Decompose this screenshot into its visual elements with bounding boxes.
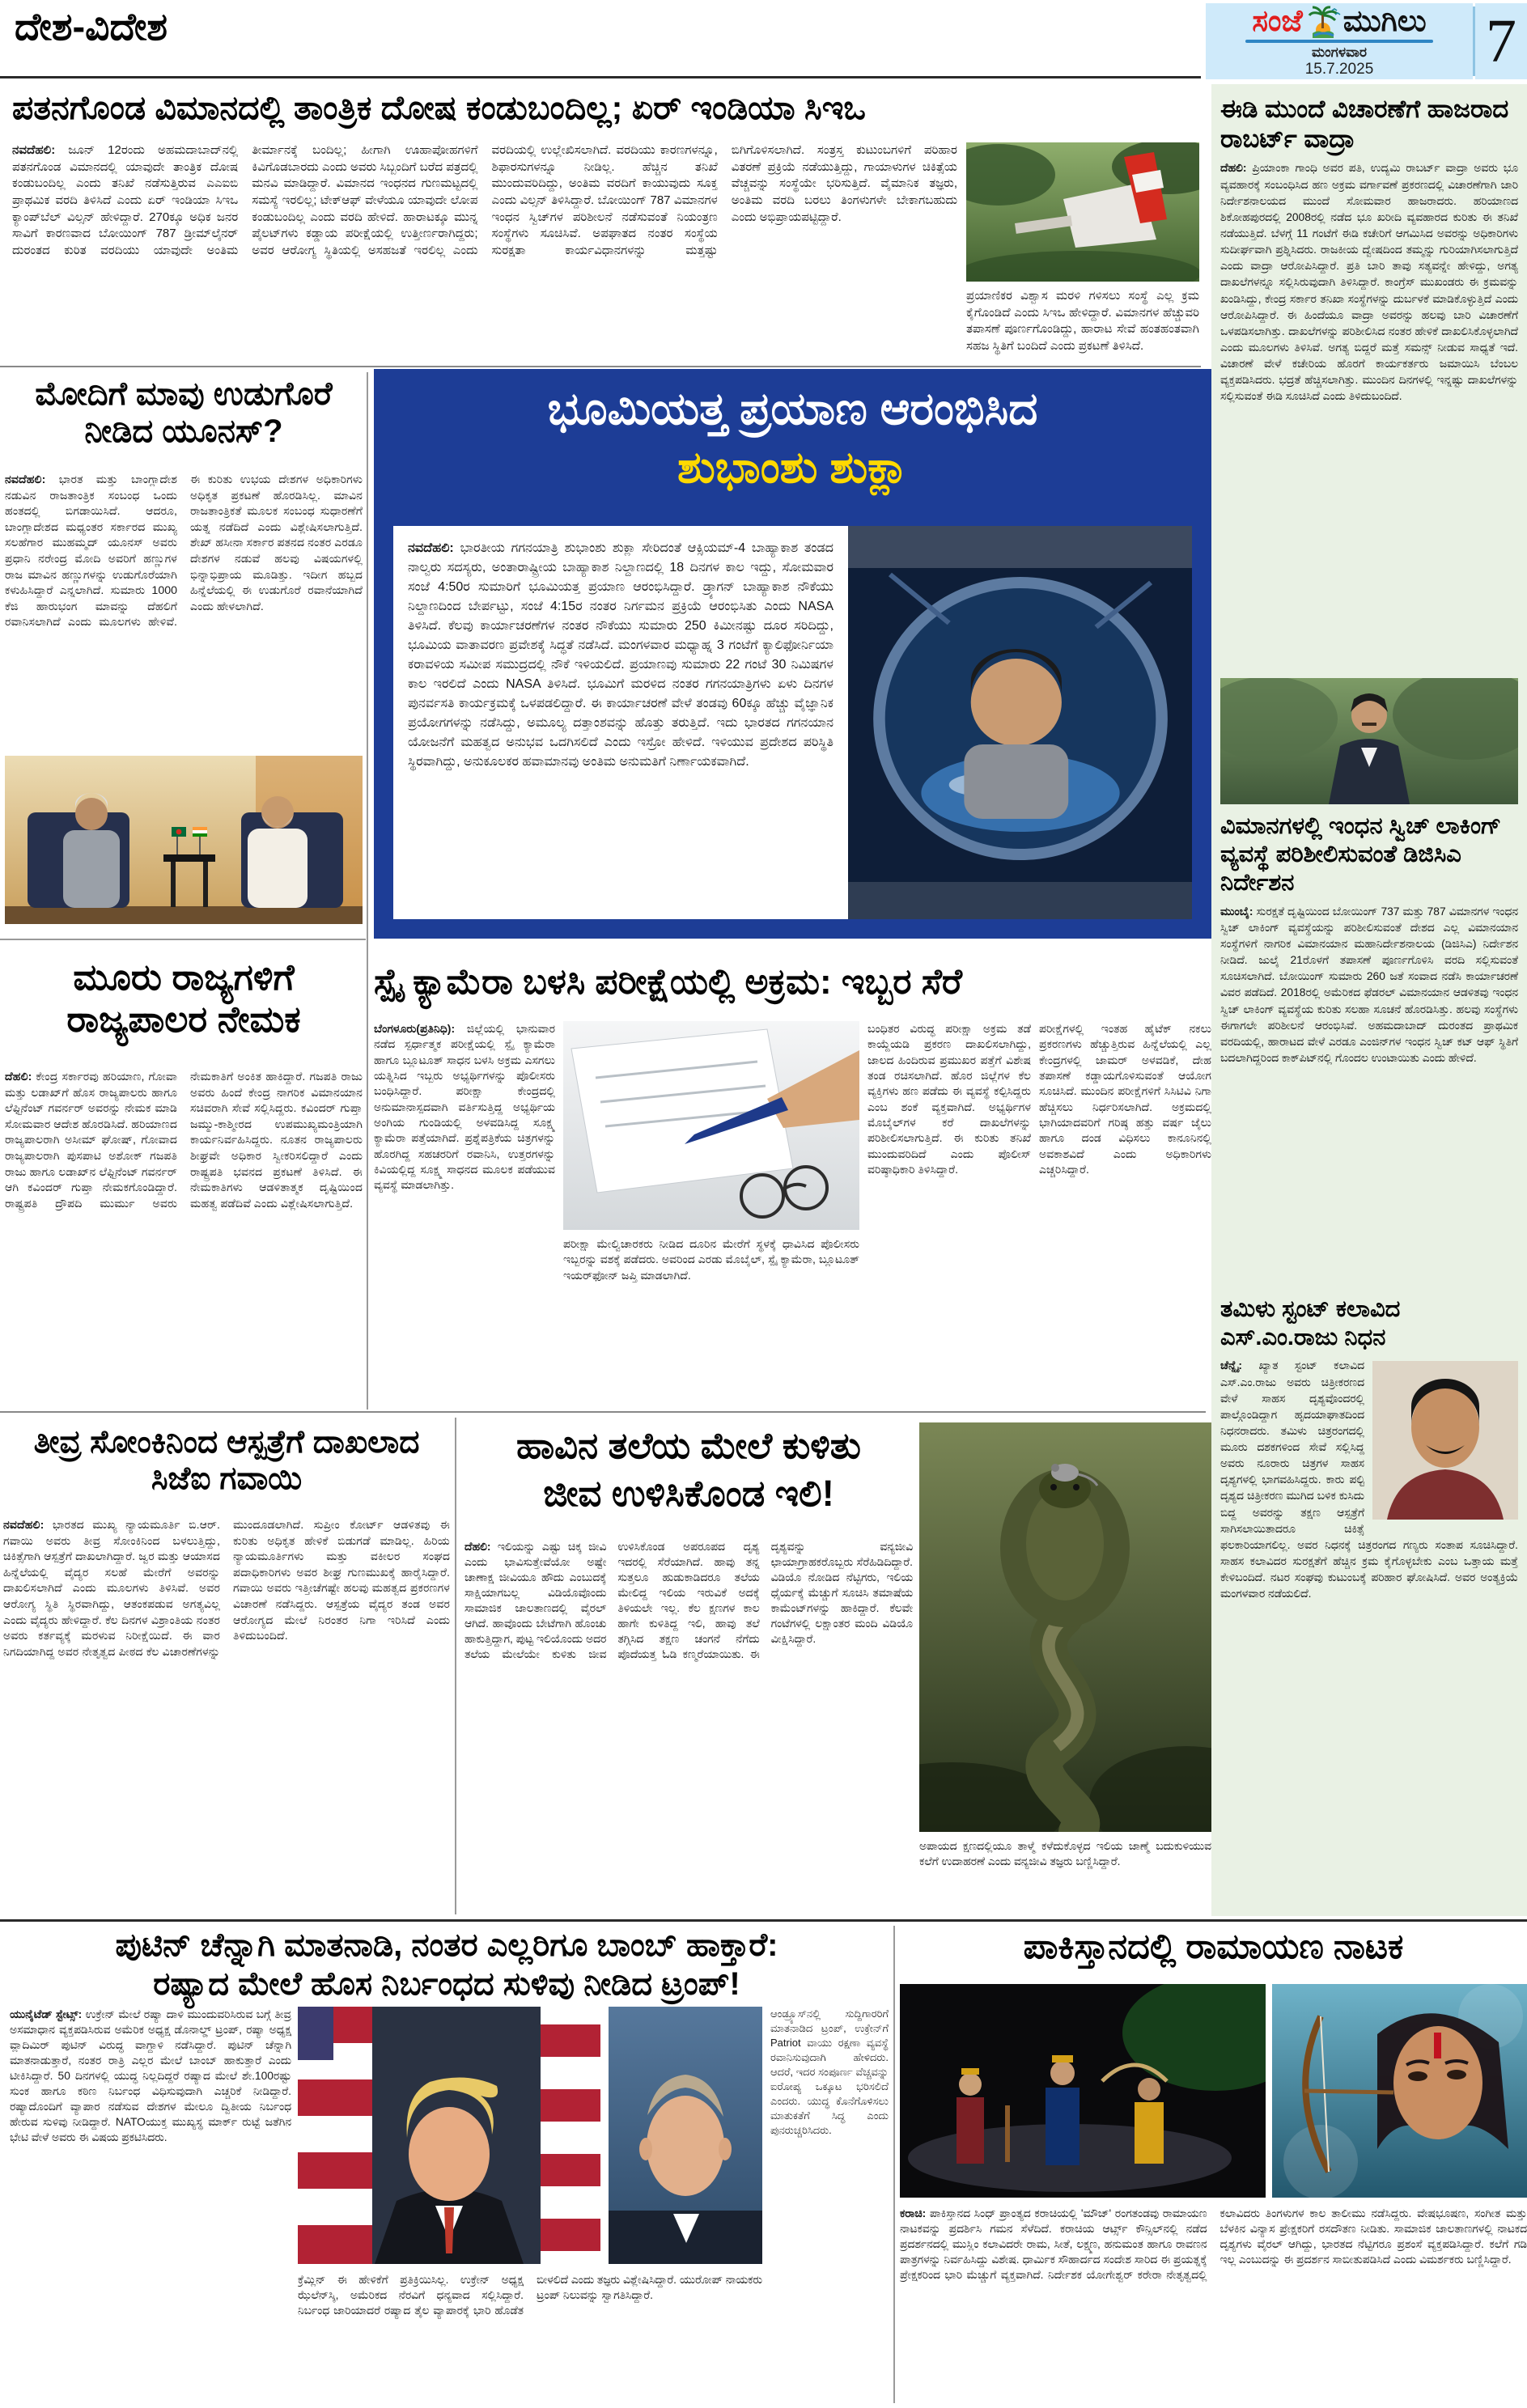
masthead-underline — [1245, 40, 1433, 43]
exam-writing-photo — [563, 1021, 859, 1230]
article-vadra-headline: ಈಡಿ ಮುಂದೆ ವಿಚಾರಣೆಗೆ ಹಾಜರಾದ ರಾಬರ್ಟ್ ವಾದ್ರಾ — [1220, 95, 1509, 154]
column-divider — [367, 372, 368, 1410]
article-vadra-body: ದೆಹಲಿ: ಪ್ರಿಯಾಂಕಾ ಗಾಂಧಿ ಅವರ ಪತಿ, ಉದ್ಯಮಿ ರಾಬರ್ಟ್ ವಾದ್ರಾ ಅವರು ಭೂ ವ್ಯವಹಾರಕ್ಕೆ ಸಂಬಂಧಿಸಿದ ಹಣ ಅಕ್ರಮ ವರ್ಗಾವಣೆ ಪ್ರಕರಣದಲ್ಲಿ ವಿಚಾರಣೆಗಾಗಿ ಜಾರಿ ನಿರ್ದೇಶನಾಲಯದ ಮುಂದೆ ಸೋಮವಾರ ಹಾಜರಾದರು. ಹರಿಯಾಣದ ಶಿಕೋಹಪುರದಲ್ಲಿ 2008ರಲ್ಲಿ ನಡೆದ ಭೂ ಖರೀದಿ ವ್ಯವಹಾರದ ಕುರಿತು ಈ ತನಿಖೆ ನಡೆಯುತ್ತಿದೆ. ಬೆಳಗ್ಗೆ 11 ಗಂಟೆಗೆ ಈಡಿ ಕಚೇರಿಗೆ ಆಗಮಿಸಿದ ಅವರನ್ನು ಅಧಿಕಾರಿಗಳು ಸುದೀರ್ಘವಾಗಿ ಪ್ರಶ್ನಿಸಿದರು. ರಾಜಕೀಯ ದ್ವೇಷದಿಂದ ತಮ್ಮನ್ನು ಗುರಿಯಾಗಿಸಲಾಗುತ್ತಿದೆ ಎಂದು ವಾದ್ರಾ ಆರೋಪಿಸಿದ್ದಾರೆ. ಪ್ರತಿ ಬಾರಿ ತಾವು ಸತ್ಯವನ್ನೇ ಹೇಳಿದ್ದು, ಅಗತ್ಯ ದಾಖಲೆಗಳನ್ನೂ ಸಲ್ಲಿಸಿರುವುದಾಗಿ ತಿಳಿಸಿದ್ದಾರೆ. ಕಾಂಗ್ರೆಸ್ ಮುಖಂಡರು ಈ ಕ್ರಮವನ್ನು ಖಂಡಿಸಿದ್ದು, ಕೇಂದ್ರ ಸರ್ಕಾರ ತನಿಖಾ ಸಂಸ್ಥೆಗಳನ್ನು ದುರ್ಬಳಕೆ ಮಾಡಿಕೊಳ್ಳುತ್ತಿದೆ ಎಂದು ಆರೋಪಿಸಿದ್ದಾರೆ. ಈ ಹಿಂದೆಯೂ ವಾದ್ರಾ ಅವರನ್ನು ಹಲವು ಬಾರಿ ವಿಚಾರಣೆಗೆ ಒಳಪಡಿಸಲಾಗಿತ್ತು. ದಾಖಲೆಗಳನ್ನು ಪರಿಶೀಲಿಸಿದ ನಂತರ ಹೇಳಿಕೆ ದಾಖಲಿಸಿಕೊಳ್ಳಲಾಗಿದೆ ಎಂದು ಮೂಲಗಳು ತಿಳಿಸಿವೆ. ಅಗತ್ಯ ಬಿದ್ದರೆ ಮತ್ತೆ ಸಮನ್ಸ್ ನೀಡುವ ಸಾಧ್ಯತೆ ಇದೆ. ವಿಚಾರಣೆ ವೇಳೆ ಕಚೇರಿಯ ಹೊರಗೆ ಕಾರ್ಯಕರ್ತರು ಜಮಾಯಿಸಿ ಬೆಂಬಲ ವ್ಯಕ್ತಪಡಿಸಿದರು. ಭದ್ರತೆ ಹೆಚ್ಚಿಸಲಾಗಿತ್ತು. ಮುಂದಿನ ದಿನಗಳಲ್ಲಿ ಇನ್ನಷ್ಟು ದಾಖಲೆಗಳನ್ನು ಸಲ್ಲಿಸುವಂತೆ ಈಡಿ ಸೂಚಿಸಿದೆ ಎಂದು ತಿಳಿದುಬಂದಿದೆ. — [1220, 162, 1518, 403]
section-title: ದೇಶ-ವಿದೇಶ — [15, 5, 168, 48]
column-divider — [455, 1418, 456, 1914]
article-dgca-body: ಮುಂಬೈ: ಸುರಕ್ಷತೆ ದೃಷ್ಟಿಯಿಂದ ಬೋಯಿಂಗ್ 737 ಮತ್ತು 787 ವಿಮಾನಗಳ ಇಂಧನ ಸ್ವಿಚ್ ಲಾಕಿಂಗ್ ವ್ಯವಸ್ಥೆಯನ್ನು ಪರಿಶೀಲಿಸುವಂತೆ ದೇಶದ ಎಲ್ಲ ವಿಮಾನಯಾನ ಸಂಸ್ಥೆಗಳಿಗೆ ನಾಗರಿಕ ವಿಮಾನಯಾನ ಮಹಾನಿರ್ದೇಶನಾಲಯ (ಡಿಜಿಸಿಎ) ನಿರ್ದೇಶನ ನೀಡಿದೆ. ಜುಲೈ 21ರೊಳಗೆ ತಪಾಸಣೆ ಪೂರ್ಣಗೊಳಿಸಿ ವರದಿ ಸಲ್ಲಿಸುವಂತೆ ಸೂಚಿಸಲಾಗಿದೆ. ಬೋಯಿಂಗ್ ಸುಮಾರು 260 ಜತೆ ಸಂವಾದ ನಡೆಸಿ ಕಾರ್ಯಾಚರಣೆ ವಿವರ ಪಡೆದಿದೆ. 2018ರಲ್ಲಿ ಅಮೆರಿಕದ ಫೆಡರಲ್ ವಿಮಾನಯಾನ ಆಡಳಿತವು ಇಂಧನ ಸ್ವಿಚ್ ಲಾಕಿಂಗ್ ವ್ಯವಸ್ಥೆಯ ಕುರಿತು ಸಲಹಾ ಸೂಚನೆ ಹೊರಡಿಸಿತ್ತು. ಹಲವು ಸಂಸ್ಥೆಗಳು ಈಗಾಗಲೇ ಪರಿಶೀಲನೆ ಆರಂಭಿಸಿವೆ. ಅಹಮದಾಬಾದ್ ದುರಂತದ ಪ್ರಾಥಮಿಕ ವರದಿಯಲ್ಲಿ, ಹಾರಾಟದ ವೇಳೆ ಎರಡೂ ಎಂಜಿನ್‌ಗಳ ಇಂಧನ ಸ್ವಿಚ್ ಕಟ್ ಆಫ್ ಸ್ಥಿತಿಗೆ ಬದಲಾಗಿದ್ದರಿಂದ ಕಾಕ್‌ಪಿಟ್‌ನಲ್ಲಿ ಗೊಂದಲ ಉಂಟಾಯಿತು ಎಂದು ಹೇಳಿದೆ. — [1220, 905, 1518, 1065]
article-spy-col1: ಬೆಂಗಳೂರು(ಪ್ರತಿನಿಧಿ): ಜಿಲ್ಲೆಯಲ್ಲಿ ಭಾನುವಾರ ನಡೆದ ಸ್ಪರ್ಧಾತ್ಮಕ ಪರೀಕ್ಷೆಯಲ್ಲಿ ಸ್ಪೈ ಕ್ಯಾಮೆರಾ ಹಾಗೂ ಬ್ಲೂಟೂತ್ ಸಾಧನ ಬಳಸಿ ಅಕ್ರಮ ಎಸಗಲು ಯತ್ನಿಸಿದ ಇಬ್ಬರು ಅಭ್ಯರ್ಥಿಗಳನ್ನು ಪೊಲೀಸರು ಬಂಧಿಸಿದ್ದಾರೆ. ಪರೀಕ್ಷಾ ಕೇಂದ್ರದಲ್ಲಿ ಅನುಮಾನಾಸ್ಪದವಾಗಿ ವರ್ತಿಸುತ್ತಿದ್ದ ಅಭ್ಯರ್ಥಿಯ ಅಂಗಿಯ ಗುಂಡಿಯಲ್ಲಿ ಅಳವಡಿಸಿದ್ದ ಸೂಕ್ಷ್ಮ ಕ್ಯಾಮೆರಾ ಪತ್ತೆಯಾಗಿದೆ. ಪ್ರಶ್ನೆಪತ್ರಿಕೆಯ ಚಿತ್ರಗಳನ್ನು ಹೊರಗಿದ್ದ ಸಹಚರರಿಗೆ ರವಾನಿಸಿ, ಉತ್ತರಗಳನ್ನು ಕಿವಿಯಲ್ಲಿದ್ದ ಸೂಕ್ಷ್ಮ ಸಾಧನದ ಮೂಲಕ ಪಡೆಯುವ ವ್ಯವಸ್ಥೆ ಮಾಡಲಾಗಿತ್ತು. — [374, 1022, 555, 1192]
article-shukla-body: ನವದೆಹಲಿ: ಭಾರತೀಯ ಗಗನಯಾತ್ರಿ ಶುಭಾಂಶು ಶುಕ್ಲಾ ಸೇರಿದಂತೆ ಆಕ್ಸಿಯಮ್-4 ಬಾಹ್ಯಾಕಾಶ ತಂಡದ ನಾಲ್ವರು ಸದಸ್ಯರು, ಅಂತಾರಾಷ್ಟ್ರೀಯ ಬಾಹ್ಯಾಕಾಶ ನಿಲ್ದಾಣದಲ್ಲಿ 18 ದಿನಗಳ ಕಾಲ ಇದ್ದು, ಸೋಮವಾರ ಸಂಜೆ 4:50ರ ಸುಮಾರಿಗೆ ಭೂಮಿಯತ್ತ ಪ್ರಯಾಣ ಆರಂಭಿಸಿದ್ದಾರೆ. ಡ್ರ್ಯಾಗನ್ ಬಾಹ್ಯಾಕಾಶ ನೌಕೆಯು ನಿಲ್ದಾಣದಿಂದ ಬೇರ್ಪಟ್ಟು, ಸಂಜೆ 4:15ರ ನಂತರ ನಿರ್ಗಮನ ಪ್ರಕ್ರಿಯೆ ಆರಂಭಿಸಿತು ಎಂದು NASA ತಿಳಿಸಿದೆ. ಕೆಲವು ಕಾರ್ಯಾಚರಣೆಗಳ ನಂತರ ನೌಕೆಯು ಸುಮಾರು 250 ಕಿಮೀನಷ್ಟು ದೂರ ಸರಿದಿದ್ದು, ಭೂಮಿಯ ವಾತಾವರಣ ಪ್ರವೇಶಕ್ಕೆ ಸಿದ್ಧತೆ ನಡೆಸಿದೆ. ಮಂಗಳವಾರ ಮಧ್ಯಾಹ್ನ 3 ಗಂಟೆಗೆ ಕ್ಯಾಲಿಫೋರ್ನಿಯಾ ಕರಾವಳಿಯ ಸಮೀಪ ಸಮುದ್ರದಲ್ಲಿ ನೌಕೆ ಇಳಿಯಲಿದೆ. ಪ್ರಯಾಣವು ಸುಮಾರು 22 ಗಂಟೆ 30 ನಿಮಿಷಗಳ ಕಾಲ ಇರಲಿದೆ ಎಂದು NASA ತಿಳಿಸಿದೆ. ಭೂಮಿಗೆ ಮರಳಿದ ನಂತರ ಗಗನಯಾತ್ರಿಗಳು ಏಳು ದಿನಗಳ ಪುನರ್ವಸತಿ ಕಾರ್ಯಕ್ರಮಕ್ಕೆ ಒಳಪಡಲಿದ್ದಾರೆ. ಈ ಕಾರ್ಯಾಚರಣೆ ವೇಳೆ ತಂಡವು 60ಕ್ಕೂ ಹೆಚ್ಚು ವೈಜ್ಞಾನಿಕ ಪ್ರಯೋಗಗಳನ್ನು ನಡೆಸಿದ್ದು, ಅಮೂಲ್ಯ ದತ್ತಾಂಶವನ್ನು ಹೊತ್ತು ತರುತ್ತಿದೆ. ಇದು ಭಾರತದ ಗಗನಯಾನ ಯೋಜನೆಗೆ ಮಹತ್ವದ ಅನುಭವ ಒದಗಿಸಲಿದೆ ಎಂದು ಇಸ್ರೋ ಹೇಳಿದೆ. ಇಳಿಯುವ ಪ್ರದೇಶದ ಪರಿಸ್ಥಿತಿ ಸ್ಥಿರವಾಗಿದ್ದು, ಅನುಕೂಲಕರ ಹವಾಮಾನವು ಅಂತಿಮ ಅನುಮತಿಗೆ ನಿರ್ಣಾಯಕವಾಗಿದೆ. — [408, 541, 834, 769]
trump-photo — [298, 2007, 600, 2264]
article-shukla-panel — [393, 526, 1192, 919]
article-governors-body: ದೆಹಲಿ: ಕೇಂದ್ರ ಸರ್ಕಾರವು ಹರಿಯಾಣ, ಗೋವಾ ಮತ್ತು ಲಡಾಖ್‌ಗೆ ಹೊಸ ರಾಜ್ಯಪಾಲರು ಹಾಗೂ ಲೆಫ್ಟಿನೆಂಟ್ ಗವರ್ನರ್ ಅವರನ್ನು ನೇಮಕ ಮಾಡಿ ಸೋಮವಾರ ಆದೇಶ ಹೊರಡಿಸಿದೆ. ಹರಿಯಾಣದ ರಾಜ್ಯಪಾಲರಾಗಿ ಅಸೀಮ್ ಘೋಷ್, ಗೋವಾದ ರಾಜ್ಯಪಾಲರಾಗಿ ಪುಸಪಾಟಿ ಅಶೋಕ್ ಗಜಪತಿ ರಾಜು ಹಾಗೂ ಲಡಾಖ್‌ನ ಲೆಫ್ಟಿನೆಂಟ್ ಗವರ್ನರ್ ಆಗಿ ಕವಿಂದರ್ ಗುಪ್ತಾ ನೇಮಕಗೊಂಡಿದ್ದಾರೆ. ರಾಷ್ಟ್ರಪತಿ ದ್ರೌಪದಿ ಮುರ್ಮು ಅವರು ನೇಮಕಾತಿಗೆ ಅಂಕಿತ ಹಾಕಿದ್ದಾರೆ. ಗಜಪತಿ ರಾಜು ಅವರು ಹಿಂದೆ ಕೇಂದ್ರ ನಾಗರಿಕ ವಿಮಾನಯಾನ ಸಚಿವರಾಗಿ ಸೇವೆ ಸಲ್ಲಿಸಿದ್ದರು. ಕವಿಂದರ್ ಗುಪ್ತಾ ಜಮ್ಮು-ಕಾಶ್ಮೀರದ ಉಪಮುಖ್ಯಮಂತ್ರಿಯಾಗಿ ಕಾರ್ಯನಿರ್ವಹಿಸಿದ್ದರು. ನೂತನ ರಾಜ್ಯಪಾಲರು ಶೀಘ್ರವೇ ಅಧಿಕಾರ ಸ್ವೀಕರಿಸಲಿದ್ದಾರೆ ಎಂದು ರಾಷ್ಟ್ರಪತಿ ಭವನದ ಪ್ರಕಟಣೆ ತಿಳಿಸಿದೆ. ಈ ನೇಮಕಾತಿಗಳು ಆಡಳಿತಾತ್ಮಕ ದೃಷ್ಟಿಯಿಂದ ಮಹತ್ವ ಪಡೆದಿವೆ ಎಂದು ವಿಶ್ಲೇಷಿಸಲಾಗುತ್ತಿದೆ. — [5, 1070, 363, 1210]
article-spy-col4: ಪರೀಕ್ಷೆಗಳಲ್ಲಿ ಇಂತಹ ಹೈಟೆಕ್ ನಕಲು ಪ್ರಕರಣಗಳು ಹೆಚ್ಚುತ್ತಿರುವ ಹಿನ್ನೆಲೆಯಲ್ಲಿ ಎಲ್ಲ ಕೇಂದ್ರಗಳಲ್ಲಿ ಜಾಮರ್ ಅಳವಡಿಕೆ, ದೇಹ ತಪಾಸಣೆ ಕಡ್ಡಾಯಗೊಳಿಸುವಂತೆ ಆಯೋಗ ಸೂಚಿಸಿದೆ. ಮುಂದಿನ ಪರೀಕ್ಷೆಗಳಿಗೆ ಸಿಸಿಟಿವಿ ನಿಗಾ ಹೆಚ್ಚಿಸಲು ನಿರ್ಧರಿಸಲಾಗಿದೆ. ಅಕ್ರಮದಲ್ಲಿ ಭಾಗಿಯಾದವರಿಗೆ ಗರಿಷ್ಠ ಹತ್ತು ವರ್ಷ ಜೈಲು ಹಾಗೂ ದಂಡ ವಿಧಿಸಲು ಕಾನೂನಿನಲ್ಲಿ ಅವಕಾಶವಿದೆ ಎಂದು ಅಧಿಕಾರಿಗಳು ಎಚ್ಚರಿಸಿದ್ದಾರೆ. — [1039, 1022, 1211, 1176]
bottom-divider — [0, 1919, 1527, 1922]
paper-name-part2: ಮುಗಿಲು — [1342, 4, 1427, 37]
dateline: ನವದೆಹಲಿ: — [12, 143, 56, 157]
right-column — [1211, 84, 1527, 1916]
article-airindia-headline: ಪತನಗೊಂಡ ವಿಮಾನದಲ್ಲಿ ತಾಂತ್ರಿಕ ದೋಷ ಕಂಡುಬಂದಿಲ್ಲ; ಏರ್ ಇಂಡಿಯಾ ಸಿಇಒ — [12, 89, 866, 126]
header-rule — [0, 76, 1201, 78]
masthead-date: 15.7.2025 — [1304, 61, 1374, 78]
article-pak-body: ಕರಾಚಿ: ಪಾಕಿಸ್ತಾನದ ಸಿಂಧ್ ಪ್ರಾಂತ್ಯದ ಕರಾಚಿಯಲ್ಲಿ 'ಮೌಜ್' ರಂಗತಂಡವು ರಾಮಾಯಣ ನಾಟಕವನ್ನು ಪ್ರದರ್ಶಿಸಿ ಗಮನ ಸೆಳೆದಿದೆ. ಕರಾಚಿಯ ಆರ್ಟ್ಸ್ ಕೌನ್ಸಿಲ್‌ನಲ್ಲಿ ನಡೆದ ಪ್ರದರ್ಶನದಲ್ಲಿ ಮುಸ್ಲಿಂ ಕಲಾವಿದರೇ ರಾಮ, ಸೀತೆ, ಲಕ್ಷ್ಮಣ, ಹನುಮಂತ ಹಾಗೂ ರಾವಣನ ಪಾತ್ರಗಳನ್ನು ನಿರ್ವಹಿಸಿದ್ದು ವಿಶೇಷ. ಧಾರ್ಮಿಕ ಸೌಹಾರ್ದದ ಸಂದೇಶ ಸಾರಿದ ಈ ಪ್ರಯತ್ನಕ್ಕೆ ಪ್ರೇಕ್ಷಕರಿಂದ ಭಾರಿ ಮೆಚ್ಚುಗೆ ವ್ಯಕ್ತವಾಗಿದೆ. ನಿರ್ದೇಶಕ ಯೋಗೇಶ್ವರ್ ಕರೇರಾ ನೇತೃತ್ವದಲ್ಲಿ ಕಲಾವಿದರು ತಿಂಗಳುಗಳ ಕಾಲ ತಾಲೀಮು ನಡೆಸಿದ್ದರು. ವೇಷಭೂಷಣ, ಸಂಗೀತ ಮತ್ತು ಬೆಳಕಿನ ವಿನ್ಯಾಸ ಪ್ರೇಕ್ಷಕರಿಗೆ ರಸದೌತಣ ನೀಡಿತು. ಸಾಮಾಜಿಕ ಜಾಲತಾಣಗಳಲ್ಲಿ ನಾಟಕದ ದೃಶ್ಯಗಳು ವೈರಲ್ ಆಗಿದ್ದು, ಭಾರತದ ನೆಟ್ಟಿಗರೂ ಪ್ರಶಂಸೆ ವ್ಯಕ್ತಪಡಿಸಿದ್ದಾರೆ. ಕಲೆಗೆ ಗಡಿ ಇಲ್ಲ ಎಂಬುದನ್ನು ಈ ಪ್ರದರ್ಶನ ಸಾಬೀತುಪಡಿಸಿದೆ ಎಂದು ವಿಮರ್ಶಕರು ಬಣ್ಣಿಸಿದ್ದಾರೆ. — [900, 2207, 1527, 2282]
page-number: 7 — [1475, 3, 1527, 79]
article-trump-below: ಕ್ರೆಮ್ಲಿನ್ ಈ ಹೇಳಿಕೆಗೆ ಪ್ರತಿಕ್ರಿಯಿಸಿಲ್ಲ. ಉಕ್ರೇನ್ ಅಧ್ಯಕ್ಷ ಝೆಲೆನ್‌ಸ್ಕಿ, ಅಮೆರಿಕದ ನೆರವಿಗೆ ಧನ್ಯವಾದ ಸಲ್ಲಿಸಿದ್ದಾರೆ. ನಿರ್ಬಂಧ ಜಾರಿಯಾದರೆ ರಷ್ಯಾದ ತೈಲ ವ್ಯಾಪಾರಕ್ಕೆ ಭಾರಿ ಹೊಡೆತ ಬೀಳಲಿದೆ ಎಂದು ತಜ್ಞರು ವಿಶ್ಲೇಷಿಸಿದ್ದಾರೆ. ಯುರೋಪ್ ನಾಯಕರು ಟ್ರಂಪ್ ನಿಲುವನ್ನು ಸ್ವಾಗತಿಸಿದ್ದಾರೆ. — [298, 2274, 762, 2317]
article-yunus-headline: ಮೋದಿಗೆ ಮಾವು ಉಡುಗೊರೆ ನೀಡಿದ ಯೂನಸ್? — [35, 376, 333, 450]
sm-raju-photo — [1372, 1361, 1518, 1520]
article-yunus-body: ನವದೆಹಲಿ: ಭಾರತ ಮತ್ತು ಬಾಂಗ್ಲಾದೇಶ ನಡುವಿನ ರಾಜತಾಂತ್ರಿಕ ಸಂಬಂಧ ಒಂದು ಹಂತದಲ್ಲಿ ಬಿಗಡಾಯಿಸಿದೆ. ಆದರೂ, ಬಾಂಗ್ಲಾದೇಶದ ಮಧ್ಯಂತರ ಸರ್ಕಾರದ ಮುಖ್ಯ ಸಲಹೆಗಾರ ಮುಹಮ್ಮದ್ ಯೂನಸ್ ಅವರು ಪ್ರಧಾನಿ ನರೇಂದ್ರ ಮೋದಿ ಅವರಿಗೆ ಹಣ್ಣುಗಳ ರಾಜ ಮಾವಿನ ಹಣ್ಣುಗಳನ್ನು ಉಡುಗೊರೆಯಾಗಿ ಕಳುಹಿಸಿದ್ದಾರೆ ಎನ್ನಲಾಗಿದೆ. ಸುಮಾರು 1000 ಕೆಜಿ ಹಾರುಭಂಗ ಮಾವನ್ನು ದೆಹಲಿಗೆ ರವಾನಿಸಲಾಗಿದೆ ಎಂದು ಮೂಲಗಳು ಹೇಳಿವೆ. ಈ ಕುರಿತು ಉಭಯ ದೇಶಗಳ ಅಧಿಕಾರಿಗಳು ಅಧಿಕೃತ ಪ್ರಕಟಣೆ ಹೊರಡಿಸಿಲ್ಲ. ಮಾವಿನ ರಾಜತಾಂತ್ರಿಕತೆ ಮೂಲಕ ಸಂಬಂಧ ಸುಧಾರಣೆಗೆ ಯತ್ನ ನಡೆದಿದೆ ಎಂದು ವಿಶ್ಲೇಷಿಸಲಾಗುತ್ತಿದೆ. ಶೇಖ್ ಹಸೀನಾ ಸರ್ಕಾರ ಪತನದ ನಂತರ ಎರಡೂ ದೇಶಗಳ ನಡುವೆ ಹಲವು ವಿಷಯಗಳಲ್ಲಿ ಭಿನ್ನಾಭಿಪ್ರಾಯ ಮೂಡಿತ್ತು. ಇದೀಗ ಹಬ್ಬದ ಹಿನ್ನೆಲೆಯಲ್ಲಿ ಈ ಉಡುಗೊರೆ ರವಾನೆಯಾಗಿದೆ ಎಂದು ಹೇಳಲಾಗಿದೆ. — [5, 473, 363, 630]
article-snake-headline-line2: ಜೀವ ಉಳಿಸಿಕೊಂಡ ಇಲಿ! — [543, 1472, 834, 1514]
article-snake-headline — [464, 1422, 913, 1517]
ramayana-stage-photo — [900, 1984, 1266, 2198]
column-divider — [893, 1926, 895, 2403]
article-snake-body: ದೆಹಲಿ: ಇಲಿಯನ್ನು ಎಷ್ಟು ಚಿಕ್ಕ ಜೀವಿ ಎಂದು ಭಾವಿಸುತ್ತೇವೆಯೋ ಅಷ್ಟೇ ಚಾಣಾಕ್ಷ ಜೀವಿಯೂ ಹೌದು ಎಂಬುದಕ್ಕೆ ಸಾಕ್ಷಿಯಾಗಬಲ್ಲ ವಿಡಿಯೊವೊಂದು ಸಾಮಾಜಿಕ ಜಾಲತಾಣದಲ್ಲಿ ವೈರಲ್ ಆಗಿದೆ. ಹಾವೊಂದು ಬೇಟೆಗಾಗಿ ಹೊಂಚು ಹಾಕುತ್ತಿದ್ದಾಗ, ಪುಟ್ಟ ಇಲಿಯೊಂದು ಅದರ ತಲೆಯ ಮೇಲೆಯೇ ಕುಳಿತು ಜೀವ ಉಳಿಸಿಕೊಂಡ ಅಪರೂಪದ ದೃಶ್ಯ ಇದರಲ್ಲಿ ಸೆರೆಯಾಗಿದೆ. ಹಾವು ತನ್ನ ಸುತ್ತಲೂ ಹುಡುಕಾಡಿದರೂ ತಲೆಯ ಮೇಲಿದ್ದ ಇಲಿಯ ಇರುವಿಕೆ ಅದಕ್ಕೆ ತಿಳಿಯಲೇ ಇಲ್ಲ. ಕೆಲ ಕ್ಷಣಗಳ ಕಾಲ ಹಾಗೇ ಕುಳಿತಿದ್ದ ಇಲಿ, ಹಾವು ತಲೆ ತಗ್ಗಿಸಿದ ತಕ್ಷಣ ಚಂಗನೆ ನೆಗೆದು ಪೊದೆಯತ್ತ ಓಡಿ ಕಣ್ಮರೆಯಾಯಿತು. ಈ ದೃಶ್ಯವನ್ನು ವನ್ಯಜೀವಿ ಛಾಯಾಗ್ರಾಹಕರೊಬ್ಬರು ಸೆರೆಹಿಡಿದಿದ್ದಾರೆ. ವಿಡಿಯೊ ನೋಡಿದ ನೆಟ್ಟಿಗರು, ಇಲಿಯ ಧೈರ್ಯಕ್ಕೆ ಮೆಚ್ಚುಗೆ ಸೂಚಿಸಿ ತಮಾಷೆಯ ಕಾಮೆಂಟ್‌ಗಳನ್ನು ಹಾಕಿದ್ದಾರೆ. ಕೆಲವೇ ಗಂಟೆಗಳಲ್ಲಿ ಲಕ್ಷಾಂತರ ಮಂದಿ ವಿಡಿಯೊ ವೀಕ್ಷಿಸಿದ್ದಾರೆ. — [464, 1541, 913, 1661]
article-raju-headline: ತಮಿಳು ಸ್ಟಂಟ್ ಕಲಾವಿದ ಎಸ್.ಎಂ.ರಾಜು ನಿಧನ — [1220, 1295, 1401, 1350]
article-shukla-headline-line1: ಭೂಮಿಯತ್ತ ಪ್ರಯಾಣ ಆರಂಭಿಸಿದ — [547, 383, 1038, 434]
putin-photo — [609, 2007, 762, 2264]
astronaut-photo — [848, 526, 1192, 919]
article-spy-col2: ಪರೀಕ್ಷಾ ಮೇಲ್ವಿಚಾರಕರು ನೀಡಿದ ದೂರಿನ ಮೇರೆಗೆ ಸ್ಥಳಕ್ಕೆ ಧಾವಿಸಿದ ಪೊಲೀಸರು ಇಬ್ಬರನ್ನು ವಶಕ್ಕೆ ಪಡೆದರು. ಅವರಿಂದ ಎರಡು ಮೊಬೈಲ್, ಸ್ಪೈ ಕ್ಯಾಮೆರಾ, ಬ್ಲೂಟೂತ್ ಇಯರ್‌ಫೋನ್ ಜಪ್ತಿ ಮಾಡಲಾಗಿದೆ. — [563, 1237, 859, 1282]
ramayana-art-photo — [1272, 1984, 1527, 2198]
article-snake-headline-line1: ಹಾವಿನ ತಲೆಯ ಮೇಲೆ ಕುಳಿತು — [516, 1425, 861, 1466]
article-cji-headline: ತೀವ್ರ ಸೋಂಕಿನಿಂದ ಆಸ್ಪತ್ರೆಗೆ ದಾಖಲಾದ ಸಿಜೆಐ ಗವಾಯಿ — [33, 1425, 420, 1497]
divider — [0, 366, 1201, 367]
article-spy-col3: ಬಂಧಿತರ ವಿರುದ್ಧ ಪರೀಕ್ಷಾ ಅಕ್ರಮ ತಡೆ ಕಾಯ್ದೆಯಡಿ ಪ್ರಕರಣ ದಾಖಲಿಸಲಾಗಿದ್ದು, ಜಾಲದ ಹಿಂದಿರುವ ಪ್ರಮುಖರ ಪತ್ತೆಗೆ ವಿಶೇಷ ತಂಡ ರಚಿಸಲಾಗಿದೆ. ಹೊರ ಜಿಲ್ಲೆಗಳ ಕೆಲ ವ್ಯಕ್ತಿಗಳು ಹಣ ಪಡೆದು ಈ ವ್ಯವಸ್ಥೆ ಕಲ್ಪಿಸಿದ್ದರು ಎಂಬ ಶಂಕೆ ವ್ಯಕ್ತವಾಗಿದೆ. ಅಭ್ಯರ್ಥಿಗಳ ಮೊಬೈಲ್‌ಗಳ ಕರೆ ದಾಖಲೆಗಳನ್ನು ಪರಿಶೀಲಿಸಲಾಗುತ್ತಿದೆ. ಈ ಕುರಿತು ತನಿಖೆ ಮುಂದುವರಿದಿದೆ ಎಂದು ಪೊಲೀಸ್ ವರಿಷ್ಠಾಧಿಕಾರಿ ತಿಳಿಸಿದ್ದಾರೆ. — [867, 1022, 1031, 1176]
divider — [0, 1411, 1206, 1413]
plane-crash-photo — [966, 142, 1199, 282]
article-spy-headline: ಸ್ಪೈ ಕ್ಯಾಮೆರಾ ಬಳಸಿ ಪರೀಕ್ಷೆಯಲ್ಲಿ ಅಕ್ರಮ: ಇಬ್ಬರ ಸೆರೆ — [374, 962, 962, 1002]
cobra-snake-photo — [919, 1422, 1211, 1832]
article-snake-body-more: ಅಪಾಯದ ಕ್ಷಣದಲ್ಲಿಯೂ ತಾಳ್ಮೆ ಕಳೆದುಕೊಳ್ಳದ ಇಲಿಯ ಜಾಣ್ಮೆ ಬದುಕುಳಿಯುವ ಕಲೆಗೆ ಉದಾಹರಣೆ ಎಂದು ವನ್ಯಜೀವಿ ತಜ್ಞರು ಬಣ್ಣಿಸಿದ್ದಾರೆ. — [919, 1840, 1211, 1868]
article-trump-col1: ಯುನೈಟೆಡ್ ಸ್ಟೇಟ್ಸ್: ಉಕ್ರೇನ್ ಮೇಲೆ ರಷ್ಯಾ ದಾಳಿ ಮುಂದುವರಿಸಿರುವ ಬಗ್ಗೆ ತೀವ್ರ ಅಸಮಾಧಾನ ವ್ಯಕ್ತಪಡಿಸಿರುವ ಅಮೆರಿಕ ಅಧ್ಯಕ್ಷ ಡೊನಾಲ್ಡ್ ಟ್ರಂಪ್, ರಷ್ಯಾ ಅಧ್ಯಕ್ಷ ವ್ಲಾದಿಮಿರ್ ಪುಟಿನ್ ವಿರುದ್ಧ ವಾಗ್ದಾಳಿ ನಡೆಸಿದ್ದಾರೆ. ಪುಟಿನ್ ಚೆನ್ನಾಗಿ ಮಾತನಾಡುತ್ತಾರೆ, ನಂತರ ರಾತ್ರಿ ಎಲ್ಲರ ಮೇಲೆ ಬಾಂಬ್ ಹಾಕುತ್ತಾರೆ ಎಂದು ಟೀಕಿಸಿದ್ದಾರೆ. 50 ದಿನಗಳಲ್ಲಿ ಯುದ್ಧ ನಿಲ್ಲದಿದ್ದರೆ ರಷ್ಯಾದ ಮೇಲೆ ಶೇ.100ರಷ್ಟು ಸುಂಕ ಹಾಗೂ ಕಠಿಣ ನಿರ್ಬಂಧ ವಿಧಿಸುವುದಾಗಿ ಎಚ್ಚರಿಕೆ ನೀಡಿದ್ದಾರೆ. ರಷ್ಯಾದೊಂದಿಗೆ ವ್ಯಾಪಾರ ನಡೆಸುವ ದೇಶಗಳ ಮೇಲೂ ದ್ವಿತೀಯ ನಿರ್ಬಂಧ ಹೇರುವ ಸುಳಿವು ನೀಡಿದ್ದಾರೆ. NATOಯುಕ್ತ ಮುಖ್ಯಸ್ಥ ಮಾರ್ಕ್ ರುಟ್ಟೆ ಜತೆಗಿನ ಭೇಟಿ ವೇಳೆ ಅವರು ಈ ವಿಷಯ ಪ್ರಕಟಿಸಿದರು. — [10, 2008, 291, 2144]
article-airindia-body: ನವದೆಹಲಿ: ಜೂನ್ 12ರಂದು ಅಹಮದಾಬಾದ್‌ನಲ್ಲಿ ಪತನಗೊಂಡ ವಿಮಾನದಲ್ಲಿ ಯಾವುದೇ ತಾಂತ್ರಿಕ ದೋಷ ಕಂಡುಬಂದಿಲ್ಲ ಎಂದು ತನಿಖೆ ನಡೆಸುತ್ತಿರುವ ಎಎಐಬಿ ಪ್ರಾಥಮಿಕ ವರದಿ ತಿಳಿಸಿದೆ ಎಂದು ಏರ್ ಇಂಡಿಯಾ ಸಿಇಒ ಕ್ಯಾಂಪ್‌ಬೆಲ್ ವಿಲ್ಸನ್ ಹೇಳಿದ್ದಾರೆ. 270ಕ್ಕೂ ಅಧಿಕ ಜನರ ಸಾವಿಗೆ ಕಾರಣವಾದ ಬೋಯಿಂಗ್ 787 ಡ್ರೀಮ್‌ಲೈನರ್ ದುರಂತದ ಕುರಿತ ವರದಿಯು ಯಾವುದೇ ಅಂತಿಮ ತೀರ್ಮಾನಕ್ಕೆ ಬಂದಿಲ್ಲ; ಹೀಗಾಗಿ ಊಹಾಪೋಹಗಳಿಗೆ ಕಿವಿಗೊಡಬಾರದು ಎಂದು ಅವರು ಸಿಬ್ಬಂದಿಗೆ ಬರೆದ ಪತ್ರದಲ್ಲಿ ಮನವಿ ಮಾಡಿದ್ದಾರೆ. ವಿಮಾನದ ಇಂಧನದ ಗುಣಮಟ್ಟದಲ್ಲಿ ಸಮಸ್ಯೆ ಇರಲಿಲ್ಲ; ಟೇಕ್‌ಆಫ್ ವೇಳೆಯೂ ಯಾವುದೇ ಲೋಪ ಕಂಡುಬಂದಿಲ್ಲ ಎಂದು ವರದಿ ಹೇಳಿದೆ. ಹಾರಾಟಕ್ಕೂ ಮುನ್ನ ಪೈಲಟ್‌ಗಳು ಕಡ್ಡಾಯ ಪರೀಕ್ಷೆಯಲ್ಲಿ ಉತ್ತೀರ್ಣರಾಗಿದ್ದರು; ಅವರ ಆರೋಗ್ಯ ಸ್ಥಿತಿಯಲ್ಲಿ ಅಸಹಜತೆ ಇರಲಿಲ್ಲ ಎಂದು ವರದಿಯಲ್ಲಿ ಉಲ್ಲೇಖಿಸಲಾಗಿದೆ. ವರದಿಯು ಕಾರಣಗಳನ್ನೂ, ಶಿಫಾರಸುಗಳನ್ನೂ ನೀಡಿಲ್ಲ. ಹೆಚ್ಚಿನ ತನಿಖೆ ಮುಂದುವರಿದಿದ್ದು, ಅಂತಿಮ ವರದಿಗೆ ಕಾಯುವುದು ಸೂಕ್ತ ಎಂದು ವಿಲ್ಸನ್ ತಿಳಿಸಿದ್ದಾರೆ. ಬೋಯಿಂಗ್ 787 ವಿಮಾನಗಳ ಇಂಧನ ಸ್ವಿಚ್‌ಗಳ ಪರಿಶೀಲನೆ ನಡೆಸುವಂತೆ ನಿಯಂತ್ರಣ ಸಂಸ್ಥೆಗಳು ಸೂಚಿಸಿವೆ. ಅಪಘಾತದ ನಂತರ ಸಂಸ್ಥೆಯ ಸುರಕ್ಷತಾ ಕಾರ್ಯವಿಧಾನಗಳನ್ನು ಮತ್ತಷ್ಟು ಬಿಗಿಗೊಳಿಸಲಾಗಿದೆ. ಸಂತ್ರಸ್ತ ಕುಟುಂಬಗಳಿಗೆ ಪರಿಹಾರ ವಿತರಣೆ ಪ್ರಕ್ರಿಯೆ ನಡೆಯುತ್ತಿದ್ದು, ಗಾಯಾಳುಗಳ ಚಿಕಿತ್ಸೆಯ ವೆಚ್ಚವನ್ನು ಸಂಸ್ಥೆಯೇ ಭರಿಸುತ್ತಿದೆ. ವೈಮಾನಿಕ ತಜ್ಞರು, ಅಂತಿಮ ವರದಿ ಬರಲು ತಿಂಗಳುಗಳೇ ಬೇಕಾಗಬಹುದು ಎಂದು ಅಭಿಪ್ರಾಯಪಟ್ಟಿದ್ದಾರೆ. — [12, 143, 957, 258]
masthead-day: ಮಂಗಳವಾರ — [1311, 45, 1368, 60]
divider — [0, 939, 366, 940]
article-airindia-body-more: ಪ್ರಯಾಣಿಕರ ವಿಶ್ವಾಸ ಮರಳಿ ಗಳಿಸಲು ಸಂಸ್ಥೆ ಎಲ್ಲ ಕ್ರಮ ಕೈಗೊಂಡಿದೆ ಎಂದು ಸಿಇಒ ಹೇಳಿದ್ದಾರೆ. ವಿಮಾನಗಳ ಹೆಚ್ಚುವರಿ ತಪಾಸಣೆ ಪೂರ್ಣಗೊಂಡಿದ್ದು, ಹಾರಾಟ ಸೇವೆ ಹಂತಹಂತವಾಗಿ ಸಹಜ ಸ್ಥಿತಿಗೆ ಬಂದಿದೆ ಎಂದು ಪ್ರಕಟಣೆ ತಿಳಿಸಿದೆ. — [966, 289, 1199, 354]
masthead — [1206, 3, 1473, 79]
paper-name-part1: ಸಂಜೆ — [1252, 4, 1303, 37]
article-pak-headline: ಪಾಕಿಸ್ತಾನದಲ್ಲಿ ರಾಮಾಯಣ ನಾಟಕ — [1023, 1927, 1404, 1966]
article-trump-col4: ಆಂಡ್ರ್ಯೂಸ್‌ನಲ್ಲಿ ಸುದ್ದಿಗಾರರಿಗೆ ಮಾತನಾಡಿದ ಟ್ರಂಪ್, ಉಕ್ರೇನ್‌ಗೆ Patriot ವಾಯು ರಕ್ಷಣಾ ವ್ಯವಸ್ಥೆ ರವಾನಿಸುವುದಾಗಿ ಹೇಳಿದರು. ಆದರೆ, ಇದರ ಸಂಪೂರ್ಣ ವೆಚ್ಚವನ್ನು ಐರೋಪ್ಯ ಒಕ್ಕೂಟ ಭರಿಸಲಿದೆ ಎಂದರು. ಯುದ್ಧ ಕೊನೆಗೊಳಿಸಲು ಮಾತುಕತೆಗೆ ಸಿದ್ಧ ಎಂದು ಪುನರುಚ್ಚರಿಸಿದರು. — [770, 2007, 889, 2136]
modi-yunus-meeting-photo — [5, 756, 363, 924]
paper-logo-icon — [1304, 6, 1342, 38]
article-cji-body: ನವದೆಹಲಿ: ಭಾರತದ ಮುಖ್ಯ ನ್ಯಾಯಮೂರ್ತಿ ಬಿ.ಆರ್. ಗವಾಯಿ ಅವರು ತೀವ್ರ ಸೋಂಕಿನಿಂದ ಬಳಲುತ್ತಿದ್ದು, ಚಿಕಿತ್ಸೆಗಾಗಿ ಆಸ್ಪತ್ರೆಗೆ ದಾಖಲಾಗಿದ್ದಾರೆ. ಜ್ವರ ಮತ್ತು ಆಯಾಸದ ಹಿನ್ನೆಲೆಯಲ್ಲಿ ವೈದ್ಯರ ಸಲಹೆ ಮೇರೆಗೆ ಅವರನ್ನು ದಾಖಲಿಸಲಾಗಿದೆ ಎಂದು ಮೂಲಗಳು ತಿಳಿಸಿವೆ. ಅವರ ಆರೋಗ್ಯ ಸ್ಥಿತಿ ಸ್ಥಿರವಾಗಿದ್ದು, ಆತಂಕಪಡುವ ಅಗತ್ಯವಿಲ್ಲ ಎಂದು ವೈದ್ಯರು ಹೇಳಿದ್ದಾರೆ. ಕೆಲ ದಿನಗಳ ವಿಶ್ರಾಂತಿಯ ನಂತರ ಅವರು ಕರ್ತವ್ಯಕ್ಕೆ ಮರಳುವ ನಿರೀಕ್ಷೆಯಿದೆ. ಈ ವಾರ ನಿಗದಿಯಾಗಿದ್ದ ಅವರ ನೇತೃತ್ವದ ಪೀಠದ ಕೆಲ ವಿಚಾರಣೆಗಳನ್ನು ಮುಂದೂಡಲಾಗಿದೆ. ಸುಪ್ರೀಂ ಕೋರ್ಟ್ ಆಡಳಿತವು ಈ ಕುರಿತು ಅಧಿಕೃತ ಹೇಳಿಕೆ ಬಿಡುಗಡೆ ಮಾಡಿಲ್ಲ. ಹಿರಿಯ ನ್ಯಾಯಮೂರ್ತಿಗಳು ಮತ್ತು ವಕೀಲರ ಸಂಘದ ಪದಾಧಿಕಾರಿಗಳು ಅವರ ಶೀಘ್ರ ಗುಣಮುಖಕ್ಕೆ ಹಾರೈಸಿದ್ದಾರೆ. ಗವಾಯಿ ಅವರು ಇತ್ತೀಚೆಗಷ್ಟೇ ಹಲವು ಮಹತ್ವದ ಪ್ರಕರಣಗಳ ವಿಚಾರಣೆ ನಡೆಸಿದ್ದರು. ಆಸ್ಪತ್ರೆಯ ವೈದ್ಯರ ತಂಡ ಅವರ ಆರೋಗ್ಯದ ಮೇಲೆ ನಿರಂತರ ನಿಗಾ ಇರಿಸಿದೆ ಎಂದು ತಿಳಿದುಬಂದಿದೆ. — [3, 1519, 450, 1659]
article-dgca-headline: ವಿಮಾನಗಳಲ್ಲಿ ಇಂಧನ ಸ್ವಿಚ್ ಲಾಕಿಂಗ್ ವ್ಯವಸ್ಥೆ ಪರಿಶೀಲಿಸುವಂತೆ ಡಿಜಿಸಿಎ ನಿರ್ದೇಶನ — [1220, 813, 1502, 896]
article-trump-headline-line1: ಪುಟಿನ್ ಚೆನ್ನಾಗಿ ಮಾತನಾಡಿ, ನಂತರ ಎಲ್ಲರಿಗೂ ಬಾಂಬ್ ಹಾಕ್ತಾರೆ: — [115, 1927, 778, 1963]
article-trump-headline-line2: ರಷ್ಯಾದ ಮೇಲೆ ಹೊಸ ನಿರ್ಬಂಧದ ಸುಳಿವು ನೀಡಿದ ಟ್ರಂಪ್! — [153, 1966, 740, 2002]
robert-vadra-photo — [1220, 678, 1518, 804]
article-shukla-headline-line2: ಶುಭಾಂಶು ಶುಕ್ಲಾ — [677, 443, 908, 492]
article-governors-headline: ಮೂರು ರಾಜ್ಯಗಳಿಗೆ ರಾಜ್ಯಪಾಲರ ನೇಮಕ — [66, 956, 301, 1041]
article-trump-headline — [10, 1926, 884, 2003]
article-shukla-box — [374, 369, 1211, 939]
article-raju-body: ಚೆನ್ನೈ: ಖ್ಯಾತ ಸ್ಟಂಟ್ ಕಲಾವಿದ ಎಸ್.ಎಂ.ರಾಜು ಅವರು ಚಿತ್ರೀಕರಣದ ವೇಳೆ ಸಾಹಸ ದೃಶ್ಯವೊಂದರಲ್ಲಿ ಪಾಲ್ಗೊಂಡಿದ್ದಾಗ ಹೃದಯಾಘಾತದಿಂದ ನಿಧನರಾದರು. ತಮಿಳು ಚಿತ್ರರಂಗದಲ್ಲಿ ಮೂರು ದಶಕಗಳಿಂದ ಸೇವೆ ಸಲ್ಲಿಸಿದ್ದ ಅವರು ನೂರಾರು ಚಿತ್ರಗಳ ಸಾಹಸ ದೃಶ್ಯಗಳಲ್ಲಿ ಭಾಗವಹಿಸಿದ್ದರು. ಕಾರು ಪಲ್ಟಿ ದೃಶ್ಯದ ಚಿತ್ರೀಕರಣ ಮುಗಿದ ಬಳಿಕ ಕುಸಿದು ಬಿದ್ದ ಅವರನ್ನು ತಕ್ಷಣ ಆಸ್ಪತ್ರೆಗೆ ಸಾಗಿಸಲಾಯಿತಾದರೂ ಚಿಕಿತ್ಸೆ ಫಲಕಾರಿಯಾಗಲಿಲ್ಲ. ಅವರ ನಿಧನಕ್ಕೆ ಚಿತ್ರರಂಗದ ಗಣ್ಯರು ಸಂತಾಪ ಸೂಚಿಸಿದ್ದಾರೆ. ಸಾಹಸ ಕಲಾವಿದರ ಸುರಕ್ಷತೆಗೆ ಹೆಚ್ಚಿನ ಕ್ರಮ ಕೈಗೊಳ್ಳಬೇಕು ಎಂಬ ಒತ್ತಾಯ ಮತ್ತೆ ಕೇಳಿಬಂದಿದೆ. ನಟರ ಸಂಘವು ಕುಟುಂಬಕ್ಕೆ ಪರಿಹಾರ ಘೋಷಿಸಿದೆ. ಅವರ ಅಂತ್ಯಕ್ರಿಯೆ ಮಂಗಳವಾರ ನಡೆಯಲಿದೆ. — [1220, 1359, 1518, 1600]
